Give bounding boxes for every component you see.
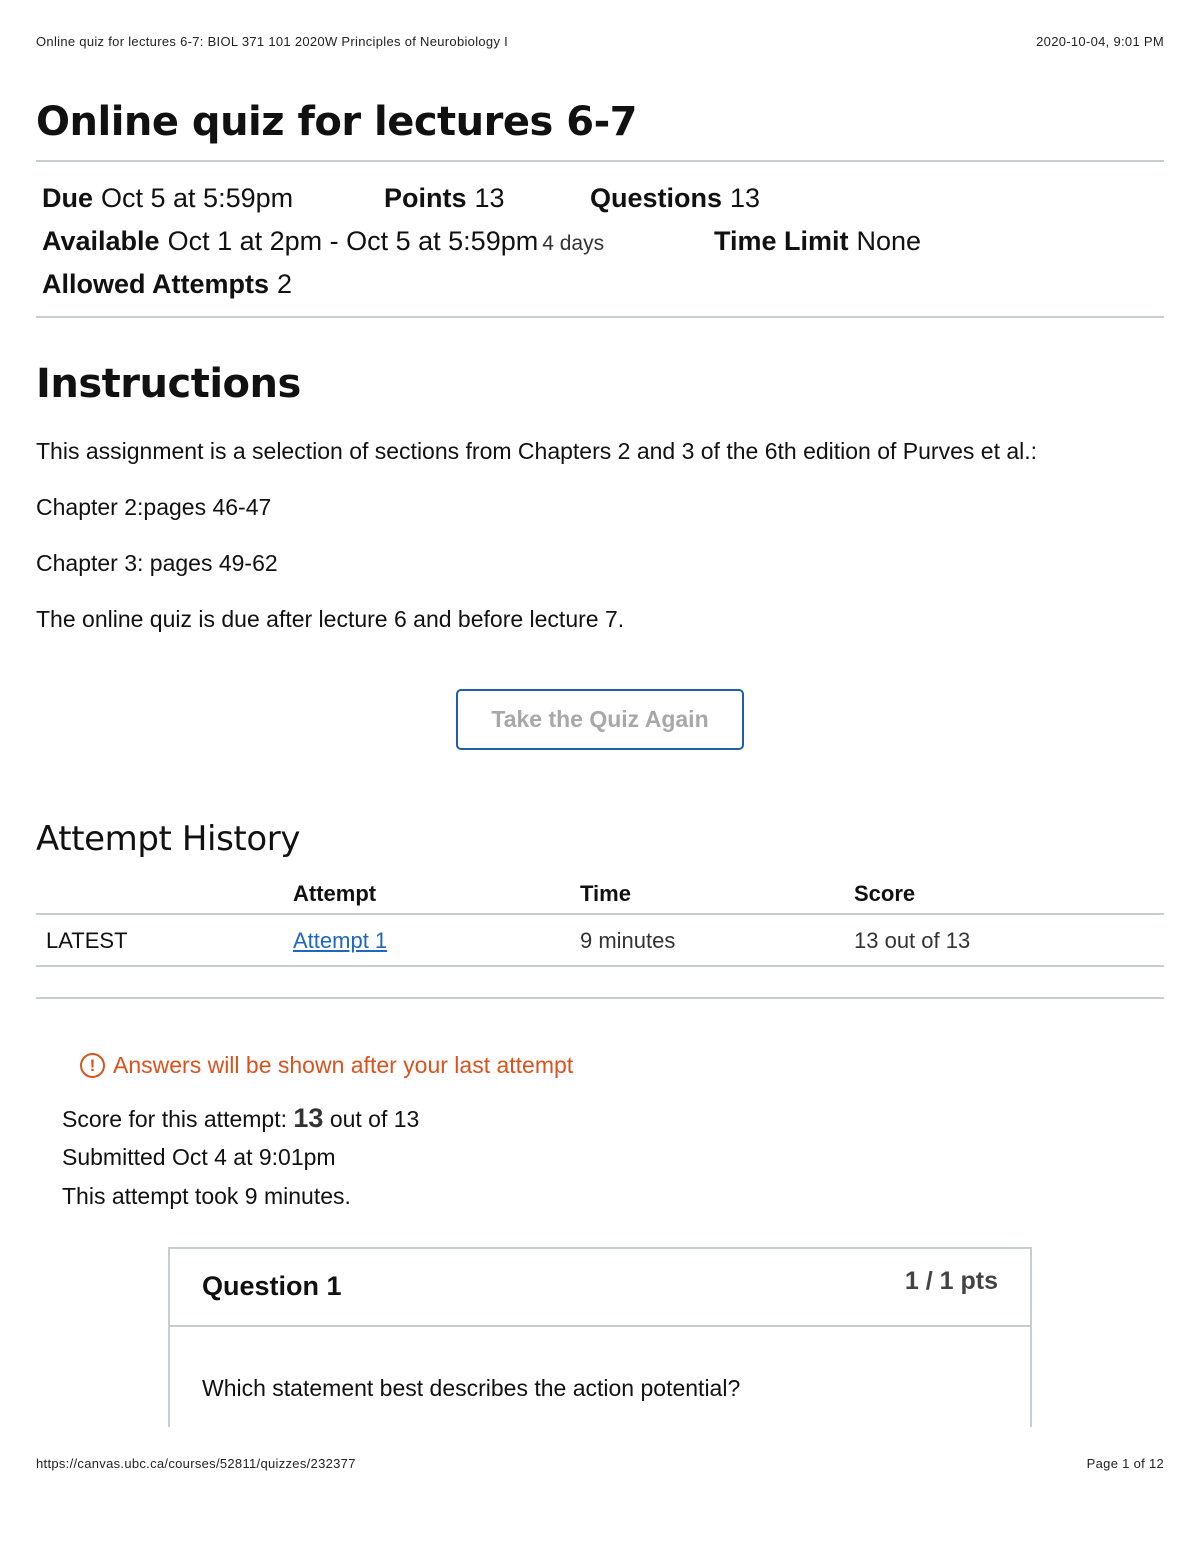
attempt-summary <box>62 1101 1164 1218</box>
attempt-score-line <box>62 1101 1164 1140</box>
attempts-detail <box>42 264 292 304</box>
question-title: Question 1 <box>202 1271 342 1301</box>
exclamation-circle-icon: ! <box>80 1053 105 1078</box>
details-row-1 <box>42 178 1164 221</box>
attempt-score: 13 out of 13 <box>854 928 971 953</box>
page-title: Online quiz for lectures 6-7 <box>36 99 637 145</box>
score-prefix: Score for this attempt: <box>62 1106 287 1132</box>
take-quiz-again-button[interactable]: Take the Quiz Again <box>456 689 744 750</box>
due-detail <box>42 178 293 218</box>
answers-notice-text: Answers will be shown after your last attempt <box>113 1052 574 1078</box>
due-label: Due <box>42 183 94 213</box>
print-header-title: Online quiz for lectures 6-7: BIOL 371 101 2020W Principles of Neurobiology I <box>36 34 509 49</box>
attempts-value: 2 <box>277 269 293 299</box>
question-card <box>168 1247 1032 1427</box>
quiz-details <box>36 162 1164 316</box>
questions-detail <box>590 178 760 218</box>
attempt-status: LATEST <box>46 928 128 953</box>
time-limit-value: None <box>856 226 922 256</box>
available-detail <box>42 221 604 264</box>
table-header-row <box>36 877 1164 915</box>
instructions-paragraph: The online quiz is due after lecture 6 and before lecture 7. <box>36 606 625 632</box>
print-header-timestamp: 2020-10-04, 9:01 PM <box>1036 34 1164 49</box>
instructions-heading: Instructions <box>36 361 301 407</box>
attempt-time: 9 minutes <box>580 928 676 953</box>
instructions-paragraph: Chapter 3: pages 49-62 <box>36 550 278 576</box>
print-footer-url: https://canvas.ubc.ca/courses/52811/quizzes/232377 <box>36 1456 356 1471</box>
quiz-content <box>36 96 1164 1401</box>
points-detail <box>384 178 505 218</box>
available-value: Oct 1 at 2pm - Oct 5 at 5:59pm <box>167 226 539 256</box>
attempts-label: Allowed Attempts <box>42 269 270 299</box>
submitted-line: Submitted Oct 4 at 9:01pm <box>62 1144 336 1170</box>
questions-value: 13 <box>730 183 761 213</box>
column-header-time: Time <box>580 881 631 906</box>
score-suffix: out of 13 <box>329 1106 420 1132</box>
take-quiz-button-wrap <box>36 689 1164 751</box>
column-header-attempt: Attempt <box>293 881 377 906</box>
details-divider <box>36 316 1164 318</box>
answers-notice <box>80 1049 1164 1081</box>
points-label: Points <box>384 183 467 213</box>
page-number: Page 1 of 12 <box>1086 1456 1164 1471</box>
print-header <box>36 34 1164 52</box>
instructions-paragraph: Chapter 2:pages 46-47 <box>36 494 272 520</box>
attempt-history-heading: Attempt History <box>36 819 301 859</box>
questions-label: Questions <box>590 183 723 213</box>
instructions-paragraph: This assignment is a selection of sections from Chapters 2 and 3 of the 6th edition of Purves et al.: <box>36 438 1038 464</box>
question-header <box>170 1249 1030 1327</box>
points-value: 13 <box>474 183 505 213</box>
question-text: Which statement best describes the action potential? <box>202 1375 741 1401</box>
score-value: 13 <box>293 1103 324 1133</box>
table-row <box>36 915 1164 967</box>
attempt-history-table <box>36 877 1164 967</box>
column-header-score: Score <box>854 881 916 906</box>
available-label: Available <box>42 226 160 256</box>
history-divider <box>36 997 1164 999</box>
time-limit-detail <box>714 221 921 261</box>
details-row-3 <box>42 264 1164 307</box>
due-value: Oct 5 at 5:59pm <box>101 183 294 213</box>
available-duration: 4 days <box>542 232 605 255</box>
details-row-2 <box>42 221 1164 264</box>
time-limit-label: Time Limit <box>714 226 849 256</box>
duration-line: This attempt took 9 minutes. <box>62 1183 351 1209</box>
print-footer <box>36 1456 1164 1474</box>
attempt-1-link[interactable]: Attempt 1 <box>293 928 388 953</box>
question-points: 1 / 1 pts <box>904 1267 998 1295</box>
